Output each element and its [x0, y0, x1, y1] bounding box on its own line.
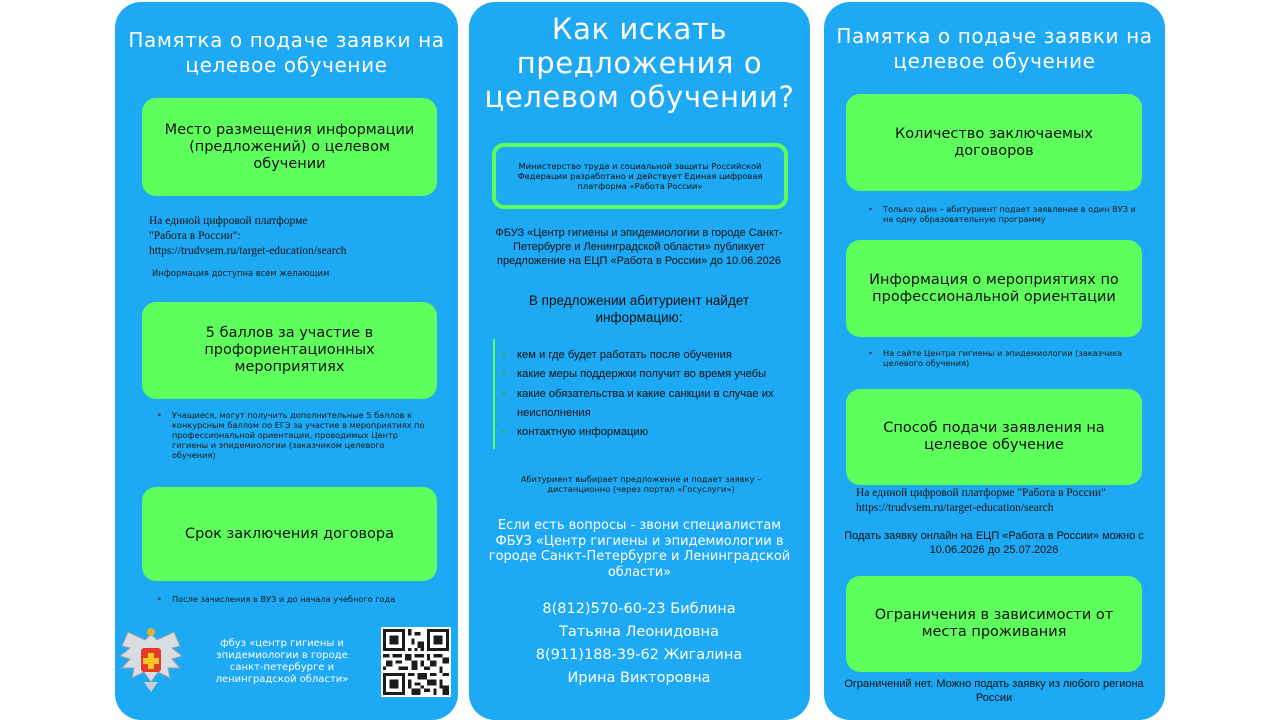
contact-phone-1[interactable]: 8(812)570-60-23 Библина	[542, 601, 736, 617]
career-events-note-text: • На сайте Центра гигиены и эпидемиологии (заказчика целевого обучения)	[866, 348, 1146, 368]
offer-info-list	[500, 346, 790, 442]
left-platform-url[interactable]: https://trudvsem.ru/target-education/search	[149, 245, 347, 257]
contract-deadline-note	[155, 594, 445, 604]
middle-panel	[469, 2, 810, 720]
contact-name-2: Ирина Викторовна	[567, 670, 711, 686]
rospotrebnadzor-emblem-icon	[118, 626, 184, 696]
right-panel	[824, 2, 1165, 720]
right-platform-text	[856, 486, 1156, 516]
left-platform-line2: "Работа в России":	[149, 230, 241, 242]
career-events-box: Информация о мероприятиях по профессиональной ориентации	[846, 240, 1142, 337]
bonus-points-box: 5 баллов за участие в профориентационных мероприятиях	[142, 302, 437, 399]
contacts-block	[489, 598, 789, 690]
info-placement-box: Место размещения информации (предложений) о целевом обучении	[142, 98, 437, 196]
offer-info-heading: В предложении абитуриент найдет информацию:	[528, 293, 750, 325]
bonus-points-note	[155, 410, 427, 460]
bonus-points-note-text: • Учащиеся, могут получить дополнительные 5 баллов к конкурсным баллом по ЕГЭ за участие в мероприятиях по профессиональной ориентации, проводимых Центр гигиены и эпидемиологии (заказчиком целевого обучения)	[155, 410, 427, 460]
residence-restrictions-text: Ограничений нет. Можно подать заявку из любого региона России	[844, 678, 1144, 704]
list-accent-bar	[493, 339, 499, 449]
questions-text: Если есть вопросы - звони специалистам ФБУЗ «Центр гигиены и эпидемиологии в городе Санкт-Петербурге и Ленинградской области»	[488, 518, 791, 580]
contracts-count-note	[866, 204, 1146, 224]
contract-deadline-box: Срок заключения договора	[142, 487, 437, 581]
left-panel	[115, 2, 458, 720]
right-platform-line: На единой цифровой платформе "Работа в России"	[856, 487, 1106, 499]
right-panel-title: Памятка о подаче заявки на целевое обучение	[836, 24, 1153, 73]
residence-restrictions-box: Ограничения в зависимости от места проживания	[846, 576, 1142, 672]
contract-deadline-note-text: • После зачисления в ВУЗ и до начала учебного года	[155, 594, 445, 604]
contracts-count-box: Количество заключаемых договоров	[846, 94, 1142, 191]
info-available-text: Информация доступна всем желающим	[152, 268, 330, 278]
left-platform-line1: На единой цифровой платформе	[149, 215, 308, 227]
list-item: • кем и где будет работать после обучения	[500, 346, 790, 365]
contact-name-1: Татьяна Леонидовна	[559, 624, 719, 640]
ministry-platform-box: Министерство труда и социальной защиты Российской Федерации разработано и действует Единая цифровая платформа «Работа России»	[492, 143, 788, 209]
application-method-box: Способ подачи заявления на целевое обучение	[846, 389, 1142, 485]
contracts-count-note-text: • Только один – абитуриент подает заявление в один ВУЗ и на одну образовательную программу	[866, 204, 1146, 224]
organization-name: фбуз «центр гигиены и эпидемиологии в городе санкт-петербурге и ленинградской области»	[215, 638, 349, 685]
list-item: • контактную информацию	[500, 423, 790, 442]
list-item: • какие обязательства и какие санкции в случае их неисполнения	[500, 385, 790, 424]
qr-code-icon	[383, 629, 449, 695]
middle-panel-title: Как искать предложения о целевом обучении?	[484, 12, 795, 114]
apply-dates-text: Подать заявку онлайн на ЕЦП «Работа в России» можно с 10.06.2026 до 25.07.2026	[844, 530, 1144, 556]
career-events-note	[866, 348, 1146, 368]
left-platform-text	[149, 214, 409, 259]
left-panel-title: Памятка о подаче заявки на целевое обучение	[128, 28, 445, 77]
list-item: • какие меры поддержки получит во время учебы	[500, 365, 790, 384]
contact-phone-2[interactable]: 8(911)188-39-62 Жигалина	[535, 647, 743, 663]
qr-code[interactable]	[381, 627, 451, 697]
remote-application-text: Абитуриент выбирает предложение и подает заявку – дистанционно (через портал «Госуслуги»)	[520, 474, 762, 494]
right-platform-url[interactable]: https://trudvsem.ru/target-education/search	[856, 502, 1054, 514]
fbuz-publication-text: ФБУЗ «Центр гигиены и эпидемиологии в городе Санкт-Петербурге и Ленинградской области» публикует предложение на ЕЦП «Работа в России» до 10.06.2026	[495, 227, 783, 267]
